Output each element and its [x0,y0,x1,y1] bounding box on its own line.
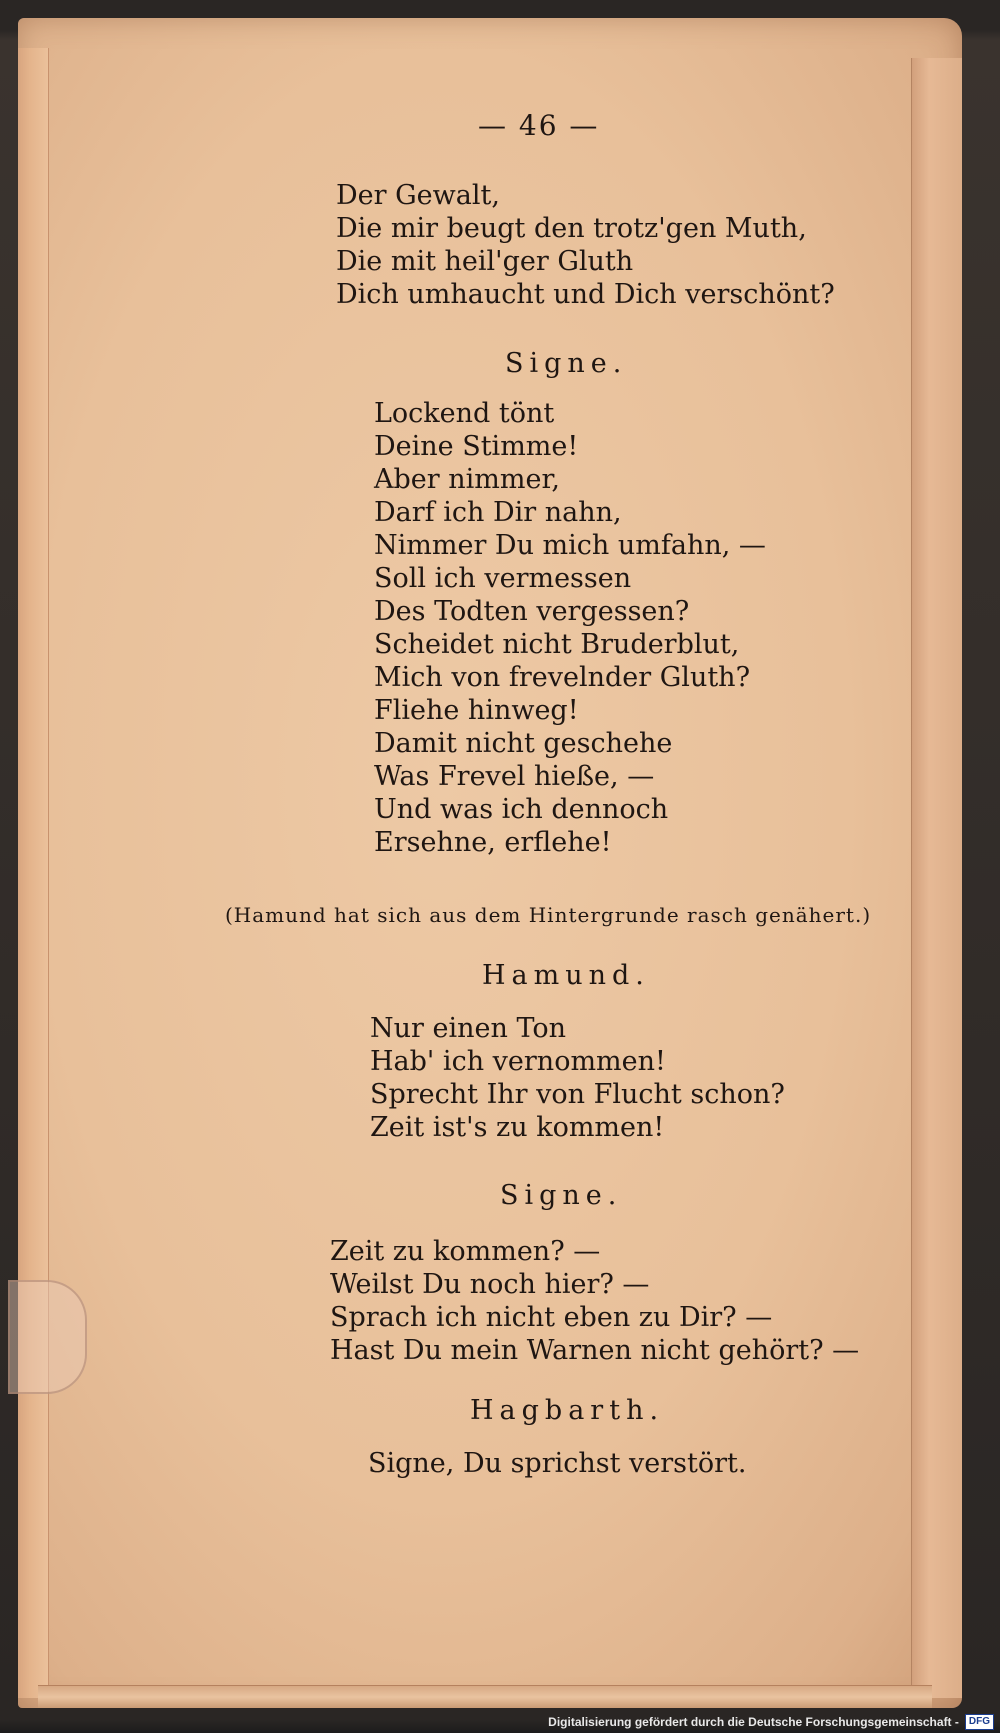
verse-line: Hab' ich vernommen! [370,1046,666,1077]
verse-line: Zeit ist's zu kommen! [370,1112,665,1143]
verse-line: Des Todten vergessen? [374,596,690,627]
speaker-name: Signe. [500,1180,623,1211]
verse-line: Weilst Du noch hier? — [330,1269,650,1300]
speaker-name: Hamund. [482,960,650,991]
verse-line: Hast Du mein Warnen nicht gehört? — [330,1335,860,1366]
verse-line: Scheidet nicht Bruderblut, [374,629,740,660]
verse-line: Soll ich vermessen [374,563,632,594]
verse-line: Nur einen Ton [370,1013,567,1044]
thumb-tab-mark [8,1280,87,1394]
verse-line: Und was ich dennoch [374,794,669,825]
stage-direction: (Hamund hat sich aus dem Hintergrunde rasch genähert.) [225,903,872,927]
page-edge-left [18,48,49,1698]
verse-line: Mich von frevelnder Gluth? [374,662,751,693]
verse-line: Ersehne, erflehe! [374,827,612,858]
verse-line: Deine Stimme! [374,431,579,462]
page-bottom-edge [38,1685,932,1708]
page-number: — 46 — [478,109,600,142]
verse-line: Dich umhaucht und Dich verschönt? [336,279,835,310]
dfg-logo-icon: DFG [965,1714,994,1730]
verse-line: Die mir beugt den trotz'gen Muth, [336,213,807,244]
verse-line: Nimmer Du mich umfahn, — [374,530,766,561]
verse-line: Darf ich Dir nahn, [374,497,622,528]
verse-line: Sprecht Ihr von Flucht schon? [370,1079,785,1110]
verse-line: Zeit zu kommen? — [330,1236,601,1267]
verse-line: Sprach ich nicht eben zu Dir? — [330,1302,773,1333]
verse-line: Damit nicht geschehe [374,728,673,759]
credit-text: Digitalisierung gefördert durch die Deutsche Forschungsgemeinschaft - [548,1715,959,1729]
verse-line: Die mit heil'ger Gluth [336,246,634,277]
verse-line: Der Gewalt, [336,180,500,211]
speaker-name: Signe. [505,348,628,379]
verse-line: Fliehe hinweg! [374,695,579,726]
verse-line: Was Frevel hieße, — [374,761,655,792]
digitization-credit [548,1713,994,1731]
verse-line: Aber nimmer, [374,464,560,495]
page-edge-right [911,58,962,1698]
speaker-name: Hagbarth. [470,1395,665,1426]
verse-line: Lockend tönt [374,398,555,429]
verse-line: Signe, Du sprichst verstört. [368,1448,747,1479]
